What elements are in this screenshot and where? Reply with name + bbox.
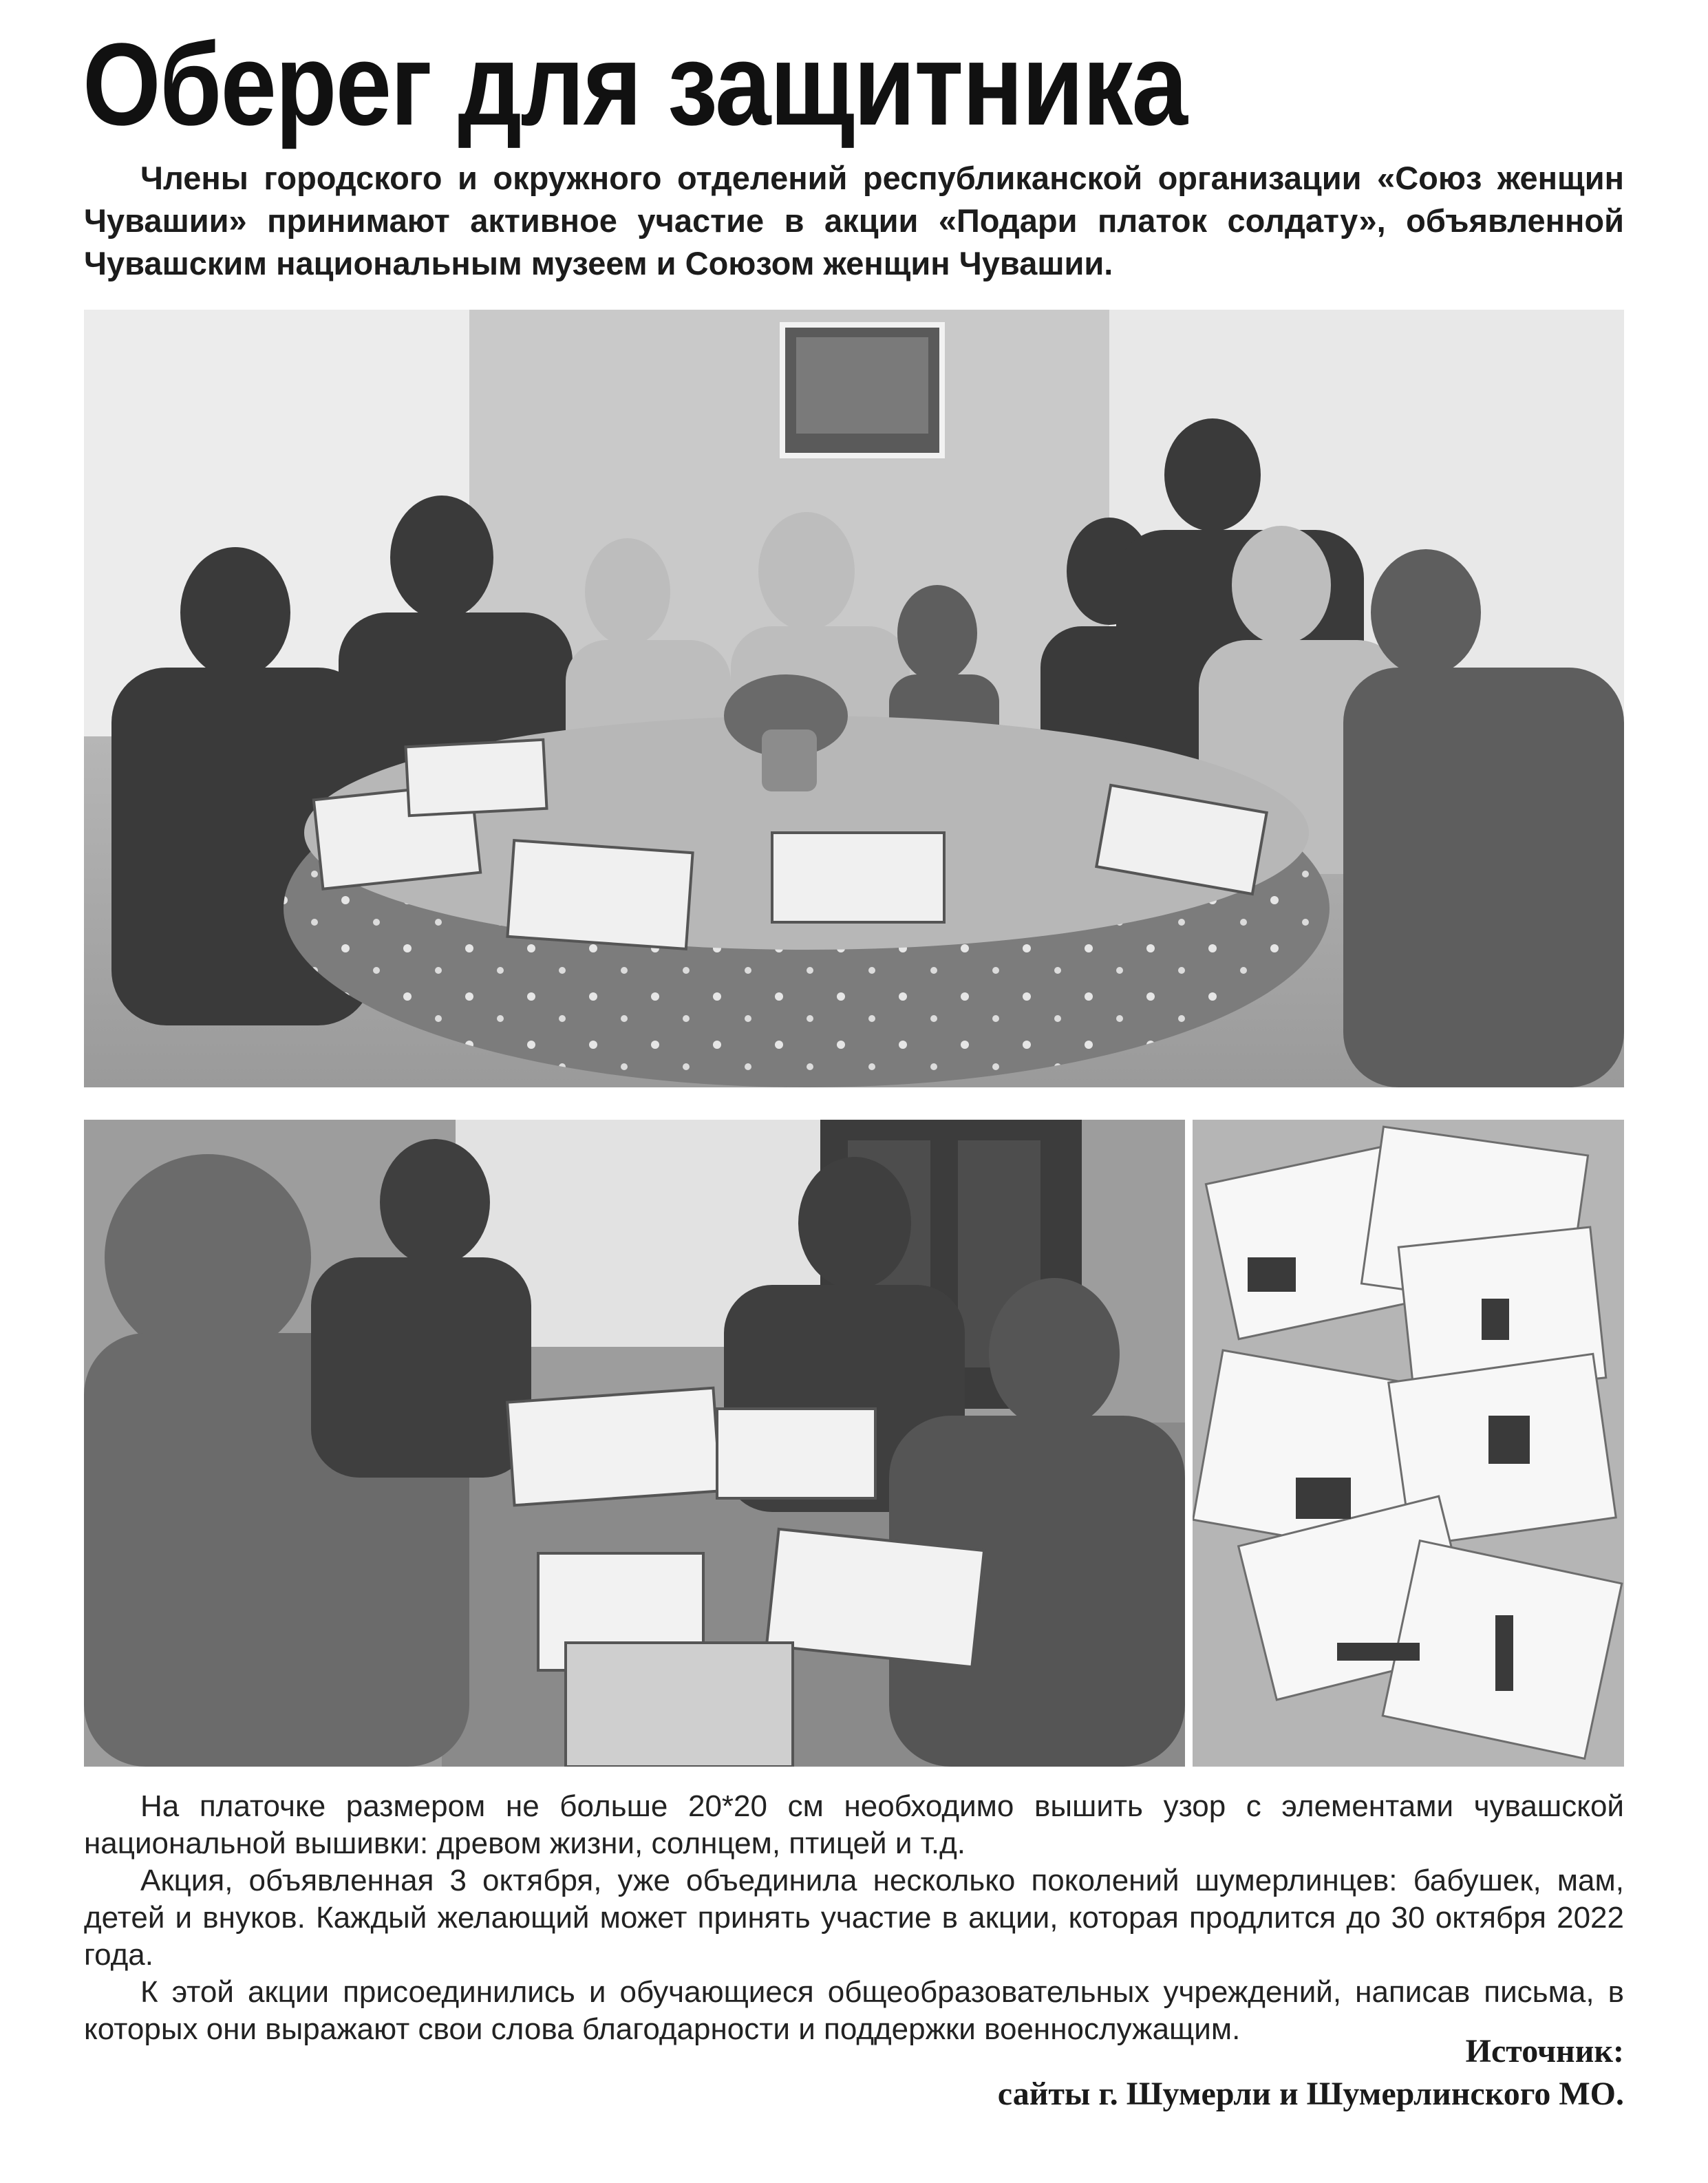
paragraph-3: К этой акции присоединились и обучающиеся общеобразовательных учреждений, написав письма, в которых они выражают свои слова благодарности и поддержки военнослужащим. xyxy=(84,1975,1624,2046)
paragraph-1: На платочке размером не больше 20*20 см необходимо вышить узор с элементами чувашской национальной вышивки: древом жизни, солнцем, птицей и т.д. xyxy=(84,1789,1624,1860)
paragraph-2: Акция, объявленная 3 октября, уже объединила несколько поколений шумерлинцев: бабушек, мам, детей и внуков. Каждый желающий может принять участие в акции, которая продлится до 30 октября 2022 года. xyxy=(84,1864,1624,1972)
article-headline: Оберег для защитника xyxy=(83,19,1187,150)
source-text: сайты г. Шумерли и Шумерлинского МО. xyxy=(997,2076,1624,2112)
article-lead: Члены городского и окружного отделений республиканской организации «Союз женщин Чувашии» принимают активное участие в акции «Подари платок солдату», объявленной Чувашским национальным музеем и Союзом женщин Чувашии. xyxy=(84,160,1624,281)
source-credit xyxy=(661,2030,1624,2116)
article-body xyxy=(84,1788,1624,2048)
kerchiefs-photo xyxy=(1193,1120,1624,1767)
sewing-photo xyxy=(84,1120,1185,1767)
source-label: Источник: xyxy=(1465,2033,1624,2069)
group-photo xyxy=(84,310,1624,1087)
